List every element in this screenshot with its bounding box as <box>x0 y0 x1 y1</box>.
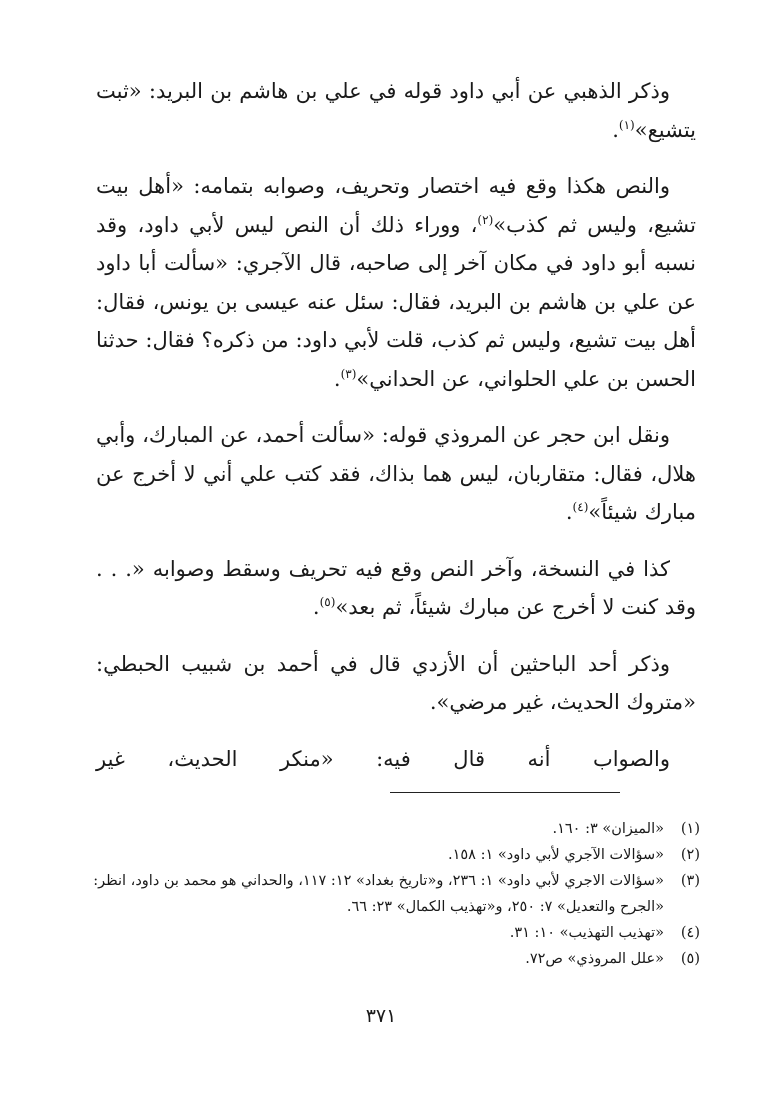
footnote-number: (٣) <box>680 873 700 889</box>
footnote-marker: (٢) <box>477 212 494 227</box>
footnote-5 <box>92 946 700 972</box>
paragraph-4 <box>96 550 696 627</box>
footnote-4 <box>92 920 700 946</box>
paragraph-2 <box>96 167 696 398</box>
footnote-marker: (٣) <box>340 366 357 381</box>
paragraph-text: ونقل ابن حجر عن المروذي قوله: «سألت أحمد، عن المبارك، وأبي هلال، فقال: متقاربان، ليس هما بذاك، فقد كتب علي أني لا أخرج عن مبارك شيئاً» <box>96 423 696 524</box>
main-text <box>96 72 696 796</box>
footnote-marker: (١) <box>618 117 635 132</box>
footnote-number: (٤) <box>680 925 700 941</box>
footnote-text: «سؤالات الآجري لأبي داود» ١: ١٥٨. <box>448 847 664 863</box>
footnote-number: (٥) <box>680 951 700 967</box>
footnote-number: (١) <box>680 821 700 837</box>
paragraph-5 <box>96 645 696 722</box>
paragraph-tail: . <box>312 595 320 619</box>
footnotes <box>92 816 700 972</box>
footnote-text: «تهذيب التهذيب» ١٠: ٣١. <box>509 925 664 941</box>
paragraph-text: والنص هكذا وقع فيه اختصار وتحريف، وصوابه بتمامه: «أهل بيت تشيع، وليس ثم كذب» <box>96 174 696 237</box>
paragraph-6 <box>96 740 696 779</box>
footnote-2 <box>92 842 700 868</box>
paragraph-3 <box>96 416 696 532</box>
paragraph-text: والصواب أنه قال فيه: «منكر الحديث، غير <box>96 746 670 771</box>
footnote-text: «سؤالات الاجري لأبي داود» ١: ٢٣٦، و«تاريخ بغداد» ١٢: ١١٧، والحداني هو محمد بن داود، انظر: «الجرح والتعديل» ٧: ٢٥٠، و«تهذيب الكمال» ٢٣: ٦٦. <box>93 873 664 915</box>
footnote-marker: (٤) <box>572 500 589 514</box>
page-number: ٣٧١ <box>365 1005 397 1027</box>
footnote-3 <box>92 868 700 920</box>
paragraph-tail: . <box>333 366 341 391</box>
paragraph-text: وذكر أحد الباحثين أن الأزدي قال في أحمد بن شبيب الحبطي: «متروك الحديث، غير مرضي». <box>96 651 696 714</box>
paragraph-tail: ، ووراء ذلك أن النص ليس لأبي داود، وقد نسبه أبو داود في مكان آخر إلى صاحبه، قال الآجري: «سألت أبا داود عن علي بن هاشم بن البريد، فقال: سئل عنه عيسى بن يونس، فقال: أهل بيت تشيع، وليس ثم كذب، قلت لأبي داود: من ذكره؟ فقال: حدثنا الحسن بن علي الحلواني، عن الحداني» <box>96 212 696 391</box>
footnote-separator <box>390 792 620 793</box>
paragraph-tail: . <box>612 117 619 142</box>
footnote-1 <box>92 816 700 842</box>
paragraph-tail: . <box>565 500 573 524</box>
footnote-text: «الميزان» ٣: ١٦٠. <box>552 821 664 837</box>
footnote-number: (٢) <box>680 847 700 863</box>
footnote-text: «علل المروذي» ص٧٢. <box>525 951 664 967</box>
paragraph-1 <box>96 72 696 149</box>
paragraph-text: وذكر الذهبي عن أبي داود قوله في علي بن هاشم بن البريد: «ثبت يتشيع» <box>96 79 696 142</box>
footnote-marker: (٥) <box>319 595 336 609</box>
paragraph-text: كذا في النسخة، وآخر النص وقع فيه تحريف وسقط وصوابه «. . . وقد كنت لا أخرج عن مبارك شيئاً، ثم بعد» <box>96 556 696 619</box>
